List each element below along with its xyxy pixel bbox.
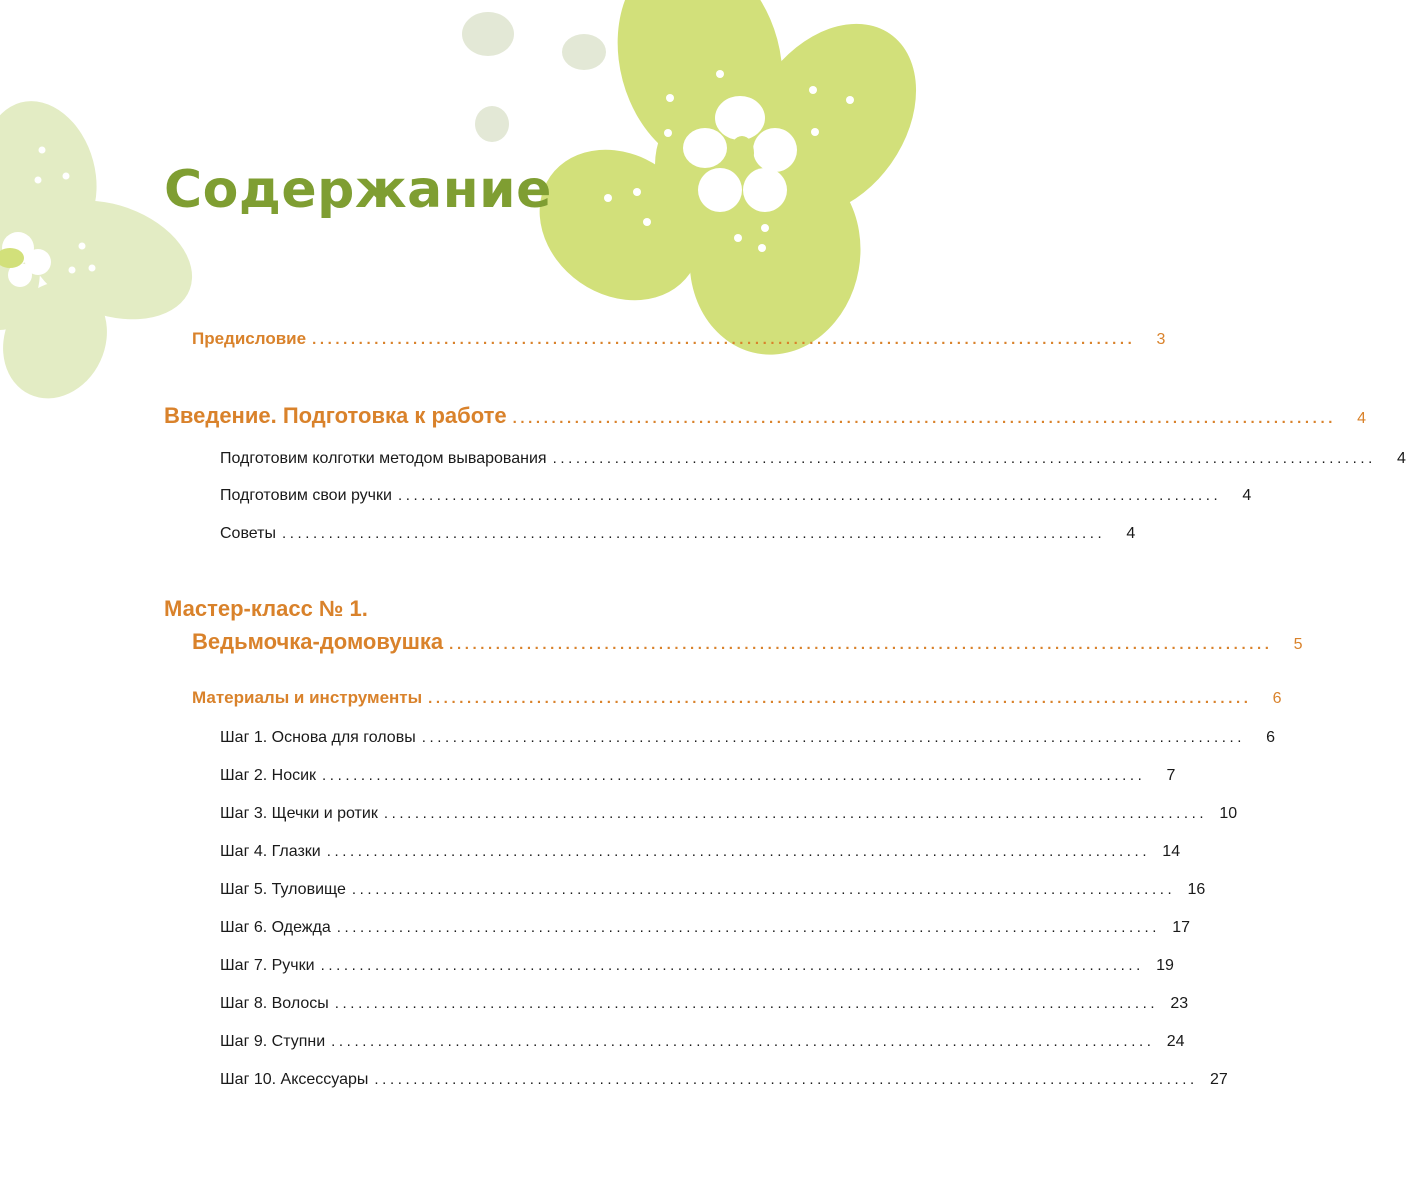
toc-entry-step[interactable]	[220, 1033, 1185, 1051]
toc-entry-title: Шаг 4. Глазки	[220, 843, 321, 860]
toc-entry-title: Шаг 8. Волосы	[220, 995, 329, 1012]
dot-leader: ..........................................................................................................	[336, 919, 1161, 936]
dot-leader: ..........................................................................................................	[383, 805, 1208, 822]
toc-entry-step[interactable]	[220, 767, 1176, 785]
toc-entry-step[interactable]	[220, 805, 1238, 823]
toc-entry-title: Предисловие	[192, 329, 307, 348]
petal-blobs-icon	[462, 12, 606, 142]
toc-entry-page: 14	[1162, 843, 1181, 860]
toc-entry-title: Введение. Подготовка к работе	[164, 403, 507, 428]
toc-entry-step[interactable]	[220, 843, 1181, 861]
toc-entry-intro-item[interactable]	[220, 525, 1136, 543]
toc-entry-page: 16	[1187, 881, 1206, 898]
toc-entry-title: Шаг 10. Аксессуары	[220, 1071, 369, 1088]
toc-entry-title: Шаг 7. Ручки	[220, 957, 315, 974]
toc-entry-title: Шаг 6. Одежда	[220, 919, 331, 936]
toc-entry-preface[interactable]	[192, 329, 1166, 349]
dot-leader: ..........................................................................................................	[351, 881, 1176, 898]
toc-entry-step[interactable]	[220, 957, 1174, 975]
toc-entry-step[interactable]	[220, 729, 1276, 747]
toc-entry-page: 6	[1266, 729, 1276, 746]
toc-entry-title: Шаг 1. Основа для головы	[220, 729, 416, 746]
dot-leader: ..........................................................................................................	[421, 729, 1246, 746]
toc-entry-title: Шаг 9. Ступни	[220, 1033, 326, 1050]
dot-leader: ..........................................................................................................	[326, 843, 1151, 860]
toc-entry-intro[interactable]	[164, 403, 1366, 429]
toc-entry-page: 24	[1166, 1033, 1185, 1050]
toc-entry-title: Шаг 3. Щечки и ротик	[220, 805, 378, 822]
toc-entry-page: 6	[1272, 690, 1282, 707]
dot-leader: ..........................................................................................................	[322, 767, 1146, 784]
dot-leader: ..........................................................................................................	[374, 1071, 1198, 1088]
dot-leader: ..........................................................................................................	[552, 450, 1376, 467]
toc-entry-materials[interactable]	[192, 688, 1282, 708]
toc-entry-page: 10	[1219, 805, 1238, 822]
page-title: Содержание	[164, 160, 552, 220]
toc-entry-title: Ведьмочка-домовушка	[192, 629, 444, 654]
dot-leader: ..........................................................................................................	[334, 995, 1159, 1012]
toc-entry-page: 7	[1166, 767, 1176, 784]
dot-leader: ..........................................................................................................	[281, 525, 1106, 542]
dot-leader: ..........................................................................................................	[312, 331, 1136, 348]
dot-leader: ..........................................................................................................	[512, 410, 1336, 427]
toc-entry-step[interactable]	[220, 919, 1191, 937]
toc-entry-intro-item[interactable]	[220, 450, 1406, 468]
toc-entry-title: Подготовим свои ручки	[220, 487, 392, 504]
toc-entry-page: 4	[1242, 487, 1252, 504]
toc-entry-page: 27	[1209, 1071, 1228, 1088]
toc-entry-title: Шаг 5. Туловище	[220, 881, 346, 898]
dot-leader: ..........................................................................................................	[397, 487, 1222, 504]
toc-entry-step[interactable]	[220, 1071, 1228, 1089]
toc-entry-page: 4	[1357, 410, 1366, 427]
toc-entry-title: Шаг 2. Носик	[220, 767, 317, 784]
dot-leader: ..........................................................................................................	[331, 1033, 1155, 1050]
toc-entry-title: Материалы и инструменты	[192, 688, 423, 707]
toc-entry-page: 23	[1170, 995, 1189, 1012]
toc-entry-page: 4	[1126, 525, 1136, 542]
toc-entry-page: 5	[1293, 636, 1303, 653]
toc-masterclass-heading-line1: Мастер-класс № 1.	[164, 596, 368, 621]
toc-entry-page: 17	[1172, 919, 1191, 936]
toc-entry-masterclass[interactable]	[192, 629, 1303, 655]
dot-leader: ..........................................................................................................	[320, 957, 1144, 974]
toc-entry-step[interactable]	[220, 995, 1189, 1013]
toc-entry-title: Советы	[220, 525, 276, 542]
dot-leader: ..........................................................................................................	[449, 636, 1273, 653]
toc-entry-page: 19	[1156, 957, 1174, 974]
toc-entry-step[interactable]	[220, 881, 1206, 899]
toc-entry-title: Подготовим колготки методом выварования	[220, 450, 547, 467]
toc-entry-page: 4	[1397, 450, 1406, 467]
dot-leader: ..........................................................................................................	[428, 690, 1252, 707]
toc-entry-page: 3	[1156, 331, 1166, 348]
toc-entry-intro-item[interactable]	[220, 487, 1252, 505]
